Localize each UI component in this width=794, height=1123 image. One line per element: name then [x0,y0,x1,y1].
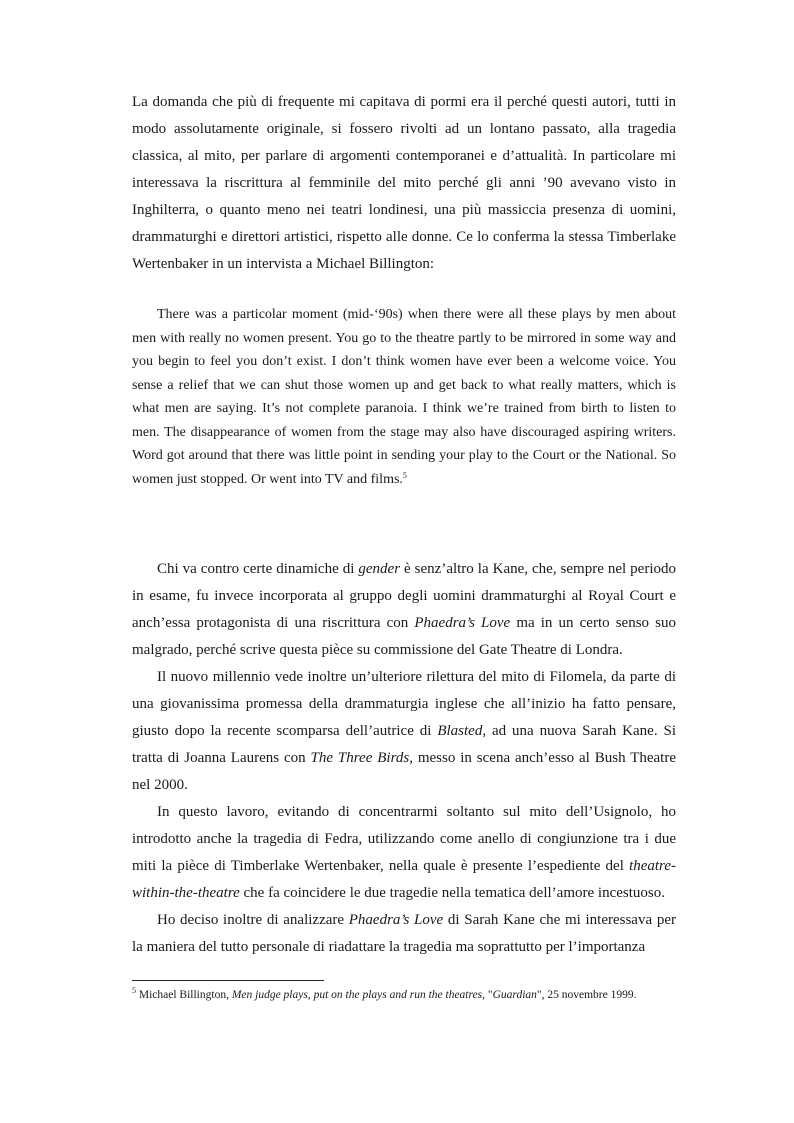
paragraph-intro: La domanda che più di frequente mi capitava di pormi era il perché questi autori, tutti in modo assolutamente originale, si fossero rivolti ad un lontano passato, alla tragedia classica, al mito, per parlare di argomenti contemporanei e d’attualità. In particolare mi interessava la riscrittura al femminile del mito perché gli anni ’90 avevano visto in Inghilterra, o quanto meno nei teatri londinesi, una più massiccia presenza di uomini, drammaturghi e direttori artistici, rispetto alle donne. Ce lo conferma la stessa Timberlake Wertenbaker in un intervista a Michael Billington: [132,94,676,272]
block-quote: There was a particolar moment (mid-‘90s) when there were all these plays by men about men with really no women present. You go to the theatre partly to be mirrored in some way and you begin to feel you don’t exist. I don’t think women have ever been a welcome voice. You sense a relief that we can shut those women up and get back to what really matters, which is what men are saying. It’s not complete paranoia. I think we’re trained from birth to listen to men. The disappearance of women from the stage may also have discouraged aspiring writers. Word got around that there was little point in sending your play to the Court or the National. So women just stopped. Or went into TV and films.$^5$ [132,307,676,487]
footnote-ref: 5 [402,470,407,480]
paragraph-kane: Chi va contro certe dinamiche di gender è senz’altro la Kane, che, sempre nel periodo in esame, fu invece incorporata al gruppo degli uomini drammaturghi al Royal Court e anch’essa protagonista di una riscrittura con Phaedra’s Love ma in un certo senso suo malgrado, perché scrive questa pièce su commissione del Gate Theatre di Londra. [132,561,677,658]
paragraph-phaedra: Ho deciso inoltre di analizzare Phaedra’s Love di Sarah Kane che mi interessava per la maniera del tutto personale di riadattare la tragedia ma soprattutto per l’importanza [132,912,676,955]
paragraph-lavoro: In questo lavoro, evitando di concentrarmi soltanto sul mito dell’Usignolo, ho introdotto anche la tragedia di Fedra, utilizzando come anello di congiunzione tra i due miti la pièce di Timberlake Wertenbaker, nella quale è presente l’espediente del theatre-within-the-theatre che fa coincidere le due tragedie nella tematica dell’amore incestuoso. [132,804,676,901]
paragraph-millennio: Il nuovo millennio vede inoltre un’ulteriore rilettura del mito di Filomela, da parte di una giovanissima promessa della drammaturgia inglese che all’inizio ha fatto pensare, giusto dopo la recente scomparsa dell’autrice di Blasted, ad una nuova Sarah Kane. Si tratta di Joanna Laurens con The Three Birds, messo in scena anch’esso al Bush Theatre nel 2000. [132,669,676,793]
footnote-divider [132,980,324,981]
footnote-number: 5 [132,986,136,995]
footnote: $^5$ Michael Billington, Men judge plays, put on the plays and run the theatres, "Guardian", 25 novembre 1999. [132,986,637,1001]
